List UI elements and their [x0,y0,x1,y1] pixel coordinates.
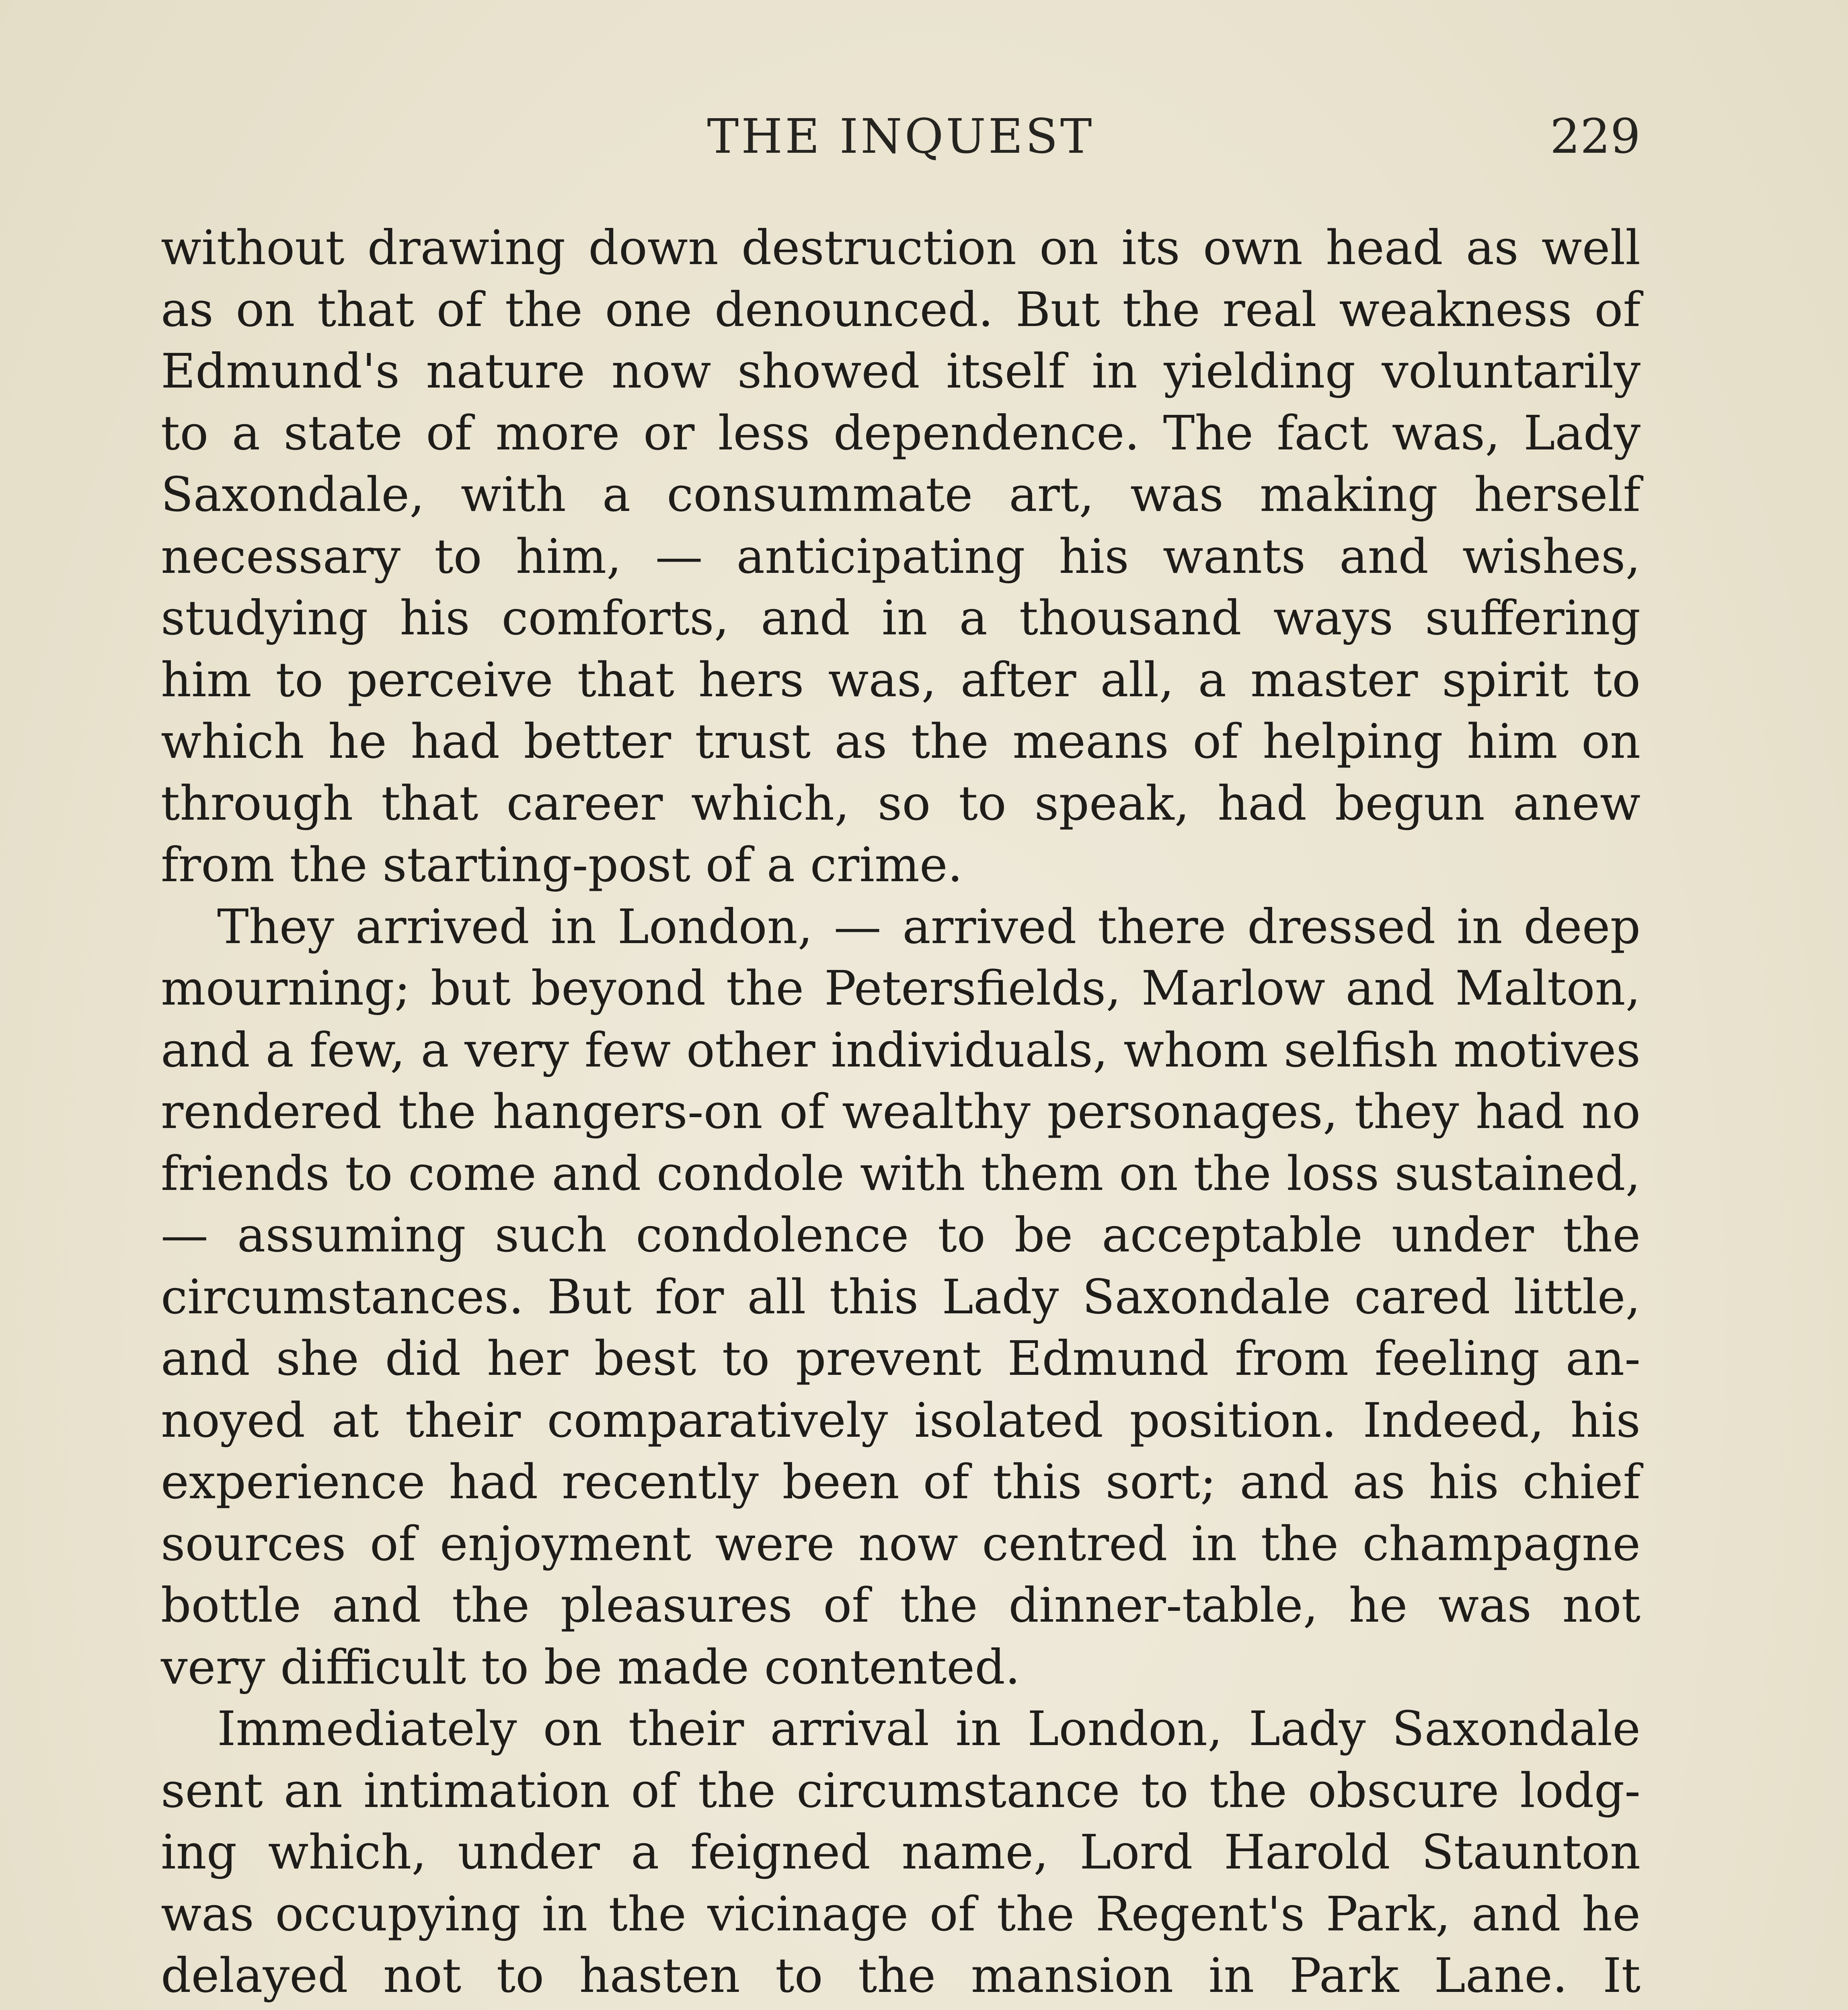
text-line: ing which, under a feigned name, Lord Harold Staunton [161,1824,1641,1880]
text-line: without drawing down destruction on its own head as well [161,220,1641,275]
text-line: sources of enjoyment were now centred in the champagne [161,1516,1641,1571]
text-line: noyed at their comparatively isolated position. Indeed, his [161,1392,1641,1448]
text-line: Saxondale, with a consummate art, was making herself [161,467,1641,522]
text-line: Edmund's nature now showed itself in yielding voluntarily [161,343,1641,399]
text-line: and she did her best to prevent Edmund from feeling an- [161,1331,1641,1386]
running-head [161,109,1641,181]
text-line: and a few, a very few other individuals, whom selfish motives [161,1022,1641,1078]
text-line: rendered the hangers-on of wealthy personages, they had no [161,1084,1641,1139]
text-line [161,2007,1641,2010]
text-line: as on that of the one denounced. But the real weakness of [161,281,1641,337]
text-line: bottle and the pleasures of the dinner-table, he was not [161,1577,1641,1633]
paragraph [161,1698,1641,2010]
text-line: which he had better trust as the means of helping him on [161,714,1641,769]
text-line: delayed not to hasten to the mansion in Park Lane. It [161,1948,1641,2003]
text-line: They arrived in London, — arrived there dressed in deep [217,898,1641,954]
text-line: him to perceive that hers was, after all, a master spirit to [161,652,1641,708]
text-line: circumstances. But for all this Lady Saxondale cared little, [161,1269,1641,1325]
text-line: Immediately on their arrival in London, Lady Saxondale [217,1701,1641,1756]
text-line: very difficult to be made contented. [161,1639,1021,1695]
text-line: friends to come and condole with them on the loss sustained, [161,1145,1641,1201]
text-line: mourning; but beyond the Petersfields, Marlow and Malton, [161,960,1641,1016]
text-line: experience had recently been of this sort; and as his chief [161,1454,1641,1510]
page-number: 229 [1550,109,1641,164]
text-line: sent an intimation of the circumstance to the obscure lodg- [161,1762,1641,1818]
text-line: was occupying in the vicinage of the Regent's Park, and he [161,1886,1641,1942]
text-line: studying his comforts, and in a thousand ways suffering [161,590,1641,646]
text-line: through that career which, so to speak, had begun anew [161,775,1641,831]
text-line: to a state of more or less dependence. The fact was, Lady [161,405,1641,461]
text-line: necessary to him, — anticipating his wants and wishes, [161,528,1641,584]
paragraph [161,217,1641,896]
text-line: from the starting-post of a crime. [161,837,963,892]
running-title: THE INQUEST [707,109,1094,164]
body-text [161,217,1641,2010]
text-line: — assuming such condolence to be acceptable under the [161,1207,1641,1263]
paragraph [161,896,1641,1698]
